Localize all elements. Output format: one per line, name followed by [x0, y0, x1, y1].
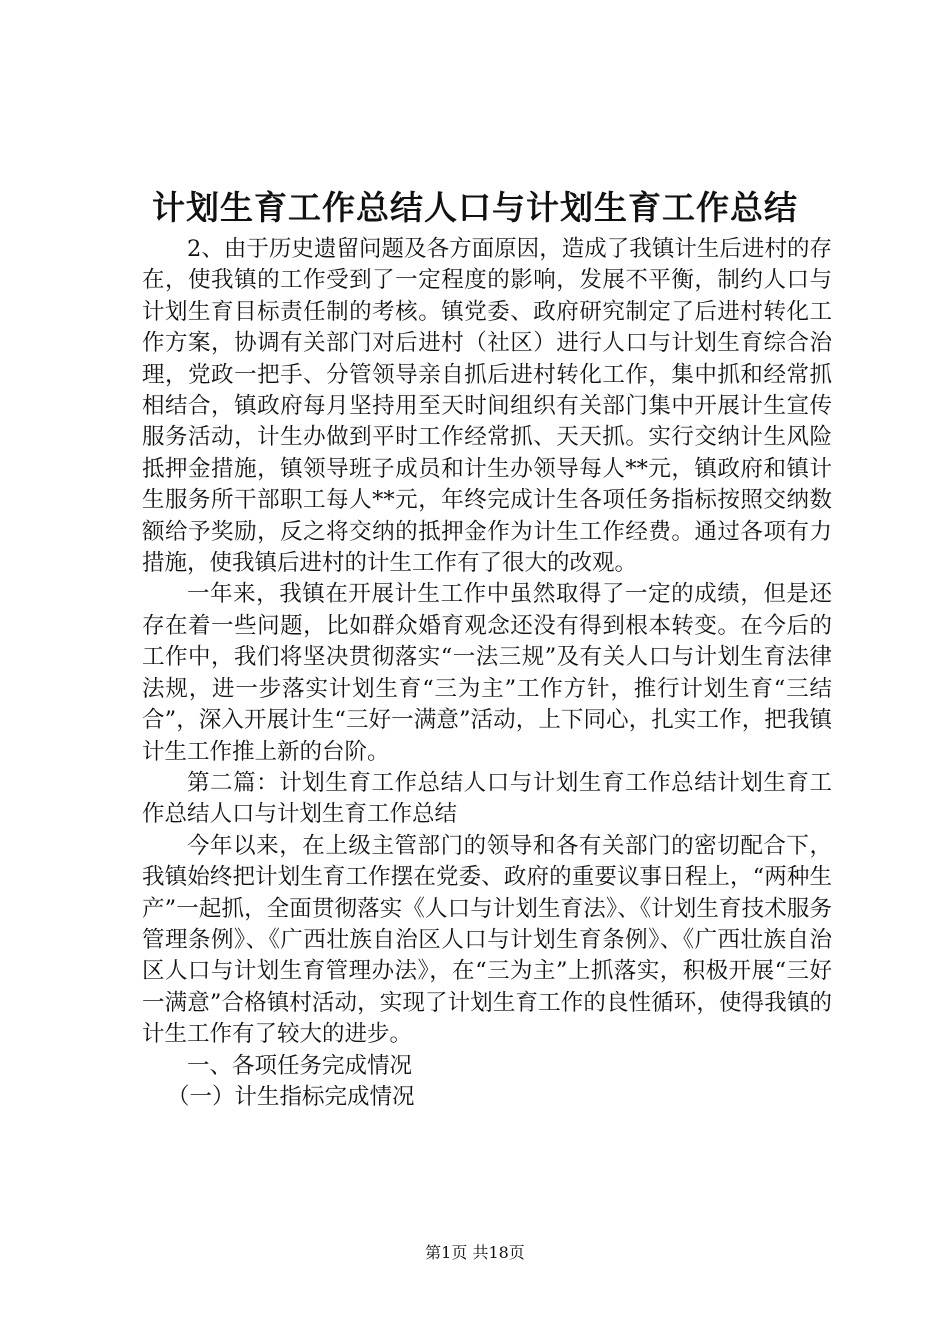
document-body — [142, 234, 832, 1113]
page-footer: 第1页 共18页 — [425, 1243, 525, 1262]
document-title: 计划生育工作总结人口与计划生育工作总结 — [152, 188, 798, 227]
paragraph-2: 一年来，我镇在开展计生工作中虽然取得了一定的成绩，但是还存在着一些问题，比如群众婚育观念还没有得到根本转变。在今后的工作中，我们将坚决贯彻落实“一法三规”及有关人口与计划生育法律法规，进一步落实计划生育“三为主”工作方针，推行计划生育“三结合”，深入开展计生“三好一满意”活动，上下同心，扎实工作，把我镇计生工作推上新的台阶。 — [142, 581, 832, 765]
subsection-heading: （一）计生指标完成情况 — [167, 1083, 415, 1110]
paragraph-1: 2、由于历史遗留问题及各方面原因，造成了我镇计生后进村的存在，使我镇的工作受到了一定程度的影响，发展不平衡，制约人口与计划生育目标责任制的考核。镇党委、政府研究制定了后进村转化工作方案，协调有关部门对后进村（社区）进行人口与计划生育综合治理，党政一把手、分管领导亲自抓后进村转化工作，集中抓和经常抓相结合，镇政府每月坚持用至天时间组织有关部门集中开展计生宣传服务活动，计生办做到平时工作经常抓、天天抓。实行交纳计生风险抵押金措施，镇领导班子成员和计生办领导每人**元，镇政府和镇计生服务所干部职工每人**元，年终完成计生各项任务指标按照交纳数额给予奖励，反之将交纳的抵押金作为计生工作经费。通过各项有力措施，使我镇后进村的计生工作有了很大的改观。 — [142, 236, 832, 577]
paragraph-4: 今年以来，在上级主管部门的领导和各有关部门的密切配合下，我镇始终把计划生育工作摆在党委、政府的重要议事日程上，“两种生产”一起抓，全面贯彻落实《人口与计划生育法》、《计划生育技术服务管理条例》、《广西壮族自治区人口与计划生育条例》、《广西壮族自治区人口与计划生育管理办法》，在“三为主”上抓落实，积极开展“三好一满意”合格镇村活动，实现了计划生育工作的良性循环，使得我镇的计生工作有了较大的进步。 — [142, 832, 832, 1048]
paragraph-3: 第二篇：计划生育工作总结人口与计划生育工作总结计划生育工作总结人口与计划生育工作总结 — [142, 769, 832, 828]
section-heading: 一、各项任务完成情况 — [187, 1052, 413, 1079]
